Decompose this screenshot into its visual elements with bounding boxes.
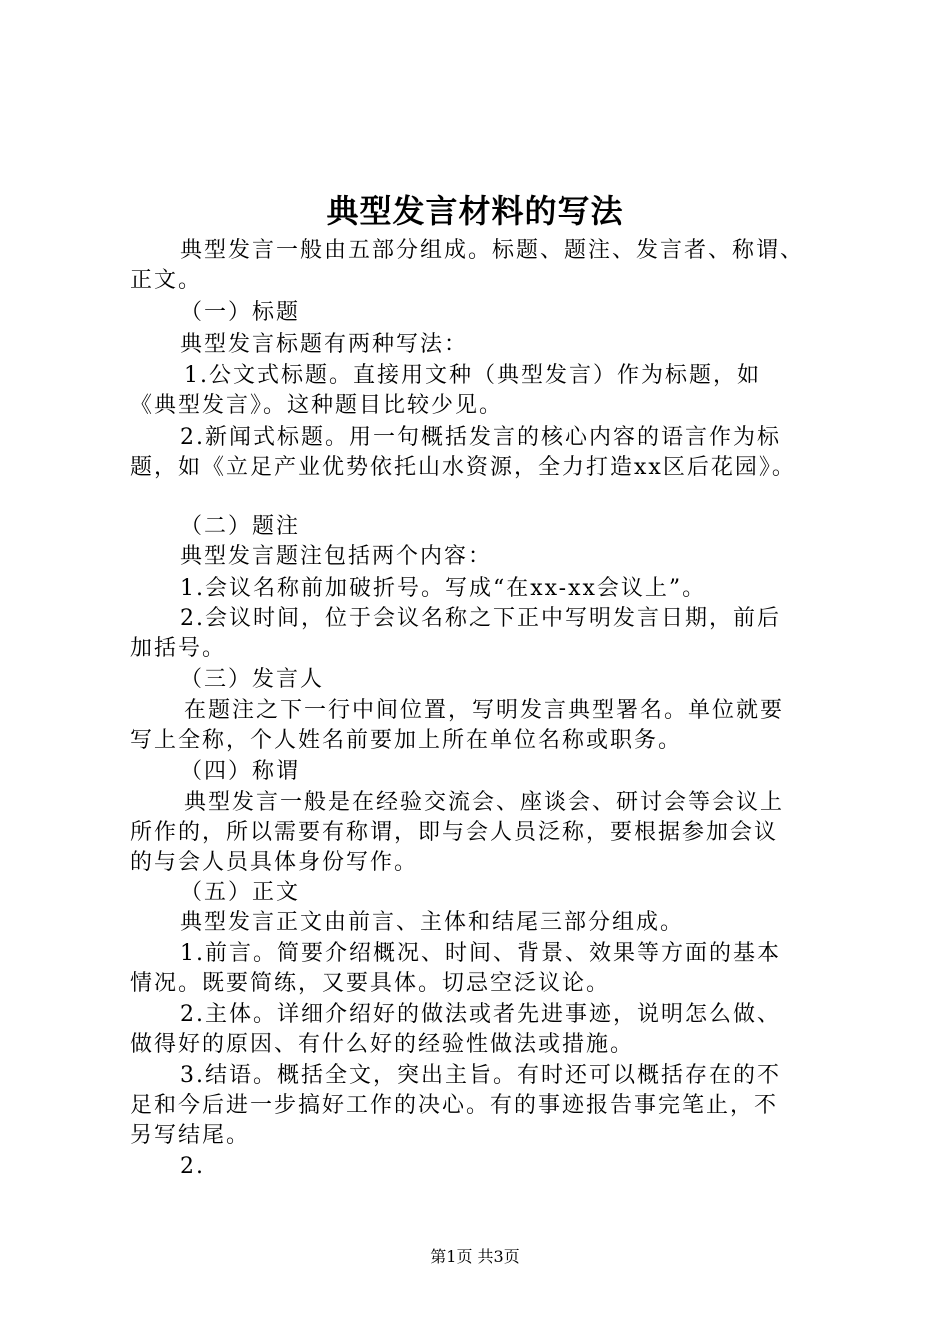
- text-line: 《典型发言》。这种题目比较少见。: [130, 393, 504, 418]
- text-line: 1.会议名称前加破折号。写成“在xx-xx会议上”。: [180, 576, 707, 601]
- text-line: 典型发言标题有两种写法：: [180, 332, 469, 357]
- section-heading: （一）标题: [180, 300, 301, 325]
- document-title: 典型发言材料的写法: [326, 192, 624, 230]
- text-line: 另写结尾。: [130, 1123, 251, 1148]
- text-line: 1.公文式标题。直接用文种（典型发言）作为标题，如: [184, 363, 761, 388]
- text-line: 3.结语。概括全文，突出主旨。有时还可以概括存在的不: [180, 1063, 781, 1088]
- text-line: 所作的，所以需要有称谓，即与会人员泛称，要根据参加会议: [130, 820, 779, 845]
- text-line: 2.新闻式标题。用一句概括发言的核心内容的语言作为标: [180, 425, 781, 450]
- section-heading: （四）称谓: [180, 759, 301, 784]
- text-line: 典型发言一般是在经验交流会、座谈会、研讨会等会议上: [184, 790, 785, 815]
- text-line: 2.会议时间，位于会议名称之下正中写明发言日期，前后: [180, 606, 781, 631]
- section-heading: （二）题注: [180, 514, 301, 539]
- text-line: 典型发言题注包括两个内容：: [180, 544, 493, 569]
- text-line: 2.: [180, 1154, 205, 1179]
- text-line: 加括号。: [130, 636, 227, 661]
- text-line: 典型发言正文由前言、主体和结尾三部分组成。: [180, 910, 685, 935]
- text-line: 题，如《立足产业优势依托山水资源，全力打造xx区后花园》。: [130, 455, 796, 480]
- section-heading: （三）发言人: [180, 667, 325, 692]
- text-line: 情况。既要简练，又要具体。切忌空泛议论。: [130, 971, 611, 996]
- text-line: 2.主体。详细介绍好的做法或者先进事迹，说明怎么做、: [180, 1002, 781, 1027]
- text-line: 的与会人员具体身份写作。: [130, 850, 419, 875]
- text-line: 写上全称，个人姓名前要加上所在单位名称或职务。: [130, 728, 683, 753]
- page-indicator: 第1页 共3页: [430, 1247, 520, 1266]
- text-line: 正文。: [130, 268, 203, 293]
- text-line: 足和今后进一步搞好工作的决心。有的事迹报告事完笔止，不: [130, 1093, 779, 1118]
- text-line: 典型发言一般由五部分组成。标题、题注、发言者、称谓、: [180, 238, 805, 263]
- text-line: 在题注之下一行中间位置，写明发言典型署名。单位就要: [184, 698, 785, 723]
- text-line: 1.前言。简要介绍概况、时间、背景、效果等方面的基本: [180, 941, 781, 966]
- section-heading: （五）正文: [180, 880, 301, 905]
- text-line: 做得好的原因、有什么好的经验性做法或措施。: [130, 1032, 635, 1057]
